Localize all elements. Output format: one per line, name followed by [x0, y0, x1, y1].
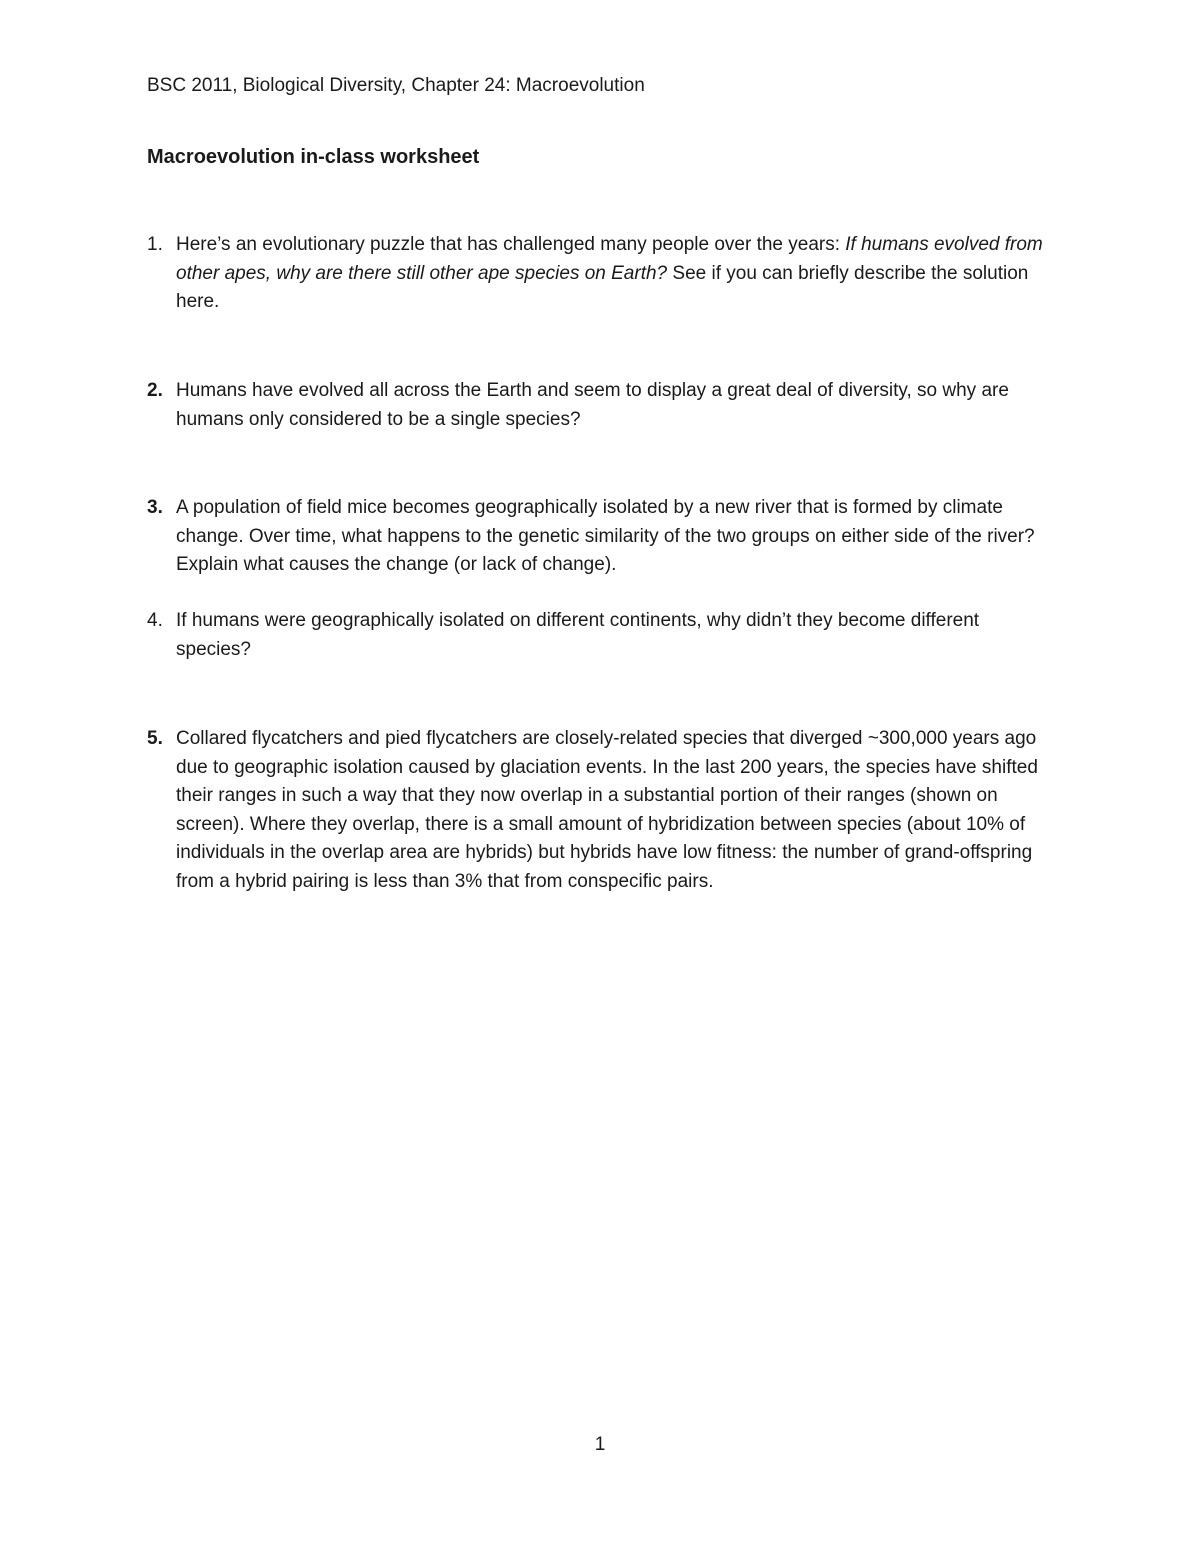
- question-text: If humans were geographically isolated on different continents, why didn’t they become different species?: [176, 610, 980, 660]
- question-4: [147, 607, 1057, 664]
- question-2: [147, 377, 1057, 434]
- question-3: [147, 494, 1057, 580]
- question-text-part: Here’s an evolutionary puzzle that has challenged many people over the years:: [176, 234, 846, 255]
- question-number: 4.: [147, 610, 163, 631]
- question-text: A population of field mice becomes geographically isolated by a new river that is formed by climate change. Over time, what happens to the genetic similarity of the two groups on either side of the river? Explain what causes the change (or lack of change).: [176, 497, 1035, 576]
- question-number: 1.: [147, 234, 163, 255]
- page-number: 1: [594, 1434, 606, 1455]
- page-header: BSC 2011, Biological Diversity, Chapter 24: Macroevolution: [147, 75, 645, 96]
- question-text: Collared flycatchers and pied flycatchers are closely-related species that diverged ~300,000 years ago due to geographic isolation caused by glaciation events. In the last 200 years, the species have shifted their ranges in such a way that they now overlap in a substantial portion of their ranges (shown on screen). Where they overlap, there is a small amount of hybridization between species (about 10% of individuals in the overlap area are hybrids) but hybrids have low fitness: the number of grand-offspring from a hybrid pairing is less than 3% that from conspecific pairs.: [176, 728, 1038, 892]
- question-text: [176, 231, 1057, 317]
- question-number: 5.: [147, 728, 163, 749]
- question-text: Humans have evolved all across the Earth and seem to display a great deal of diversity, so why are humans only considered to be a single species?: [176, 380, 1009, 430]
- question-number: 2.: [147, 380, 163, 401]
- question-5: [147, 725, 1057, 897]
- question-text-part: See if you can briefly describe the solution here.: [176, 262, 1029, 313]
- worksheet-title: Macroevolution in-class worksheet: [147, 146, 480, 168]
- question-1: [147, 231, 1057, 317]
- question-number: 3.: [147, 497, 163, 518]
- question-text-italic: If humans evolved from other apes, why are there still other ape species on Earth?: [176, 234, 1043, 284]
